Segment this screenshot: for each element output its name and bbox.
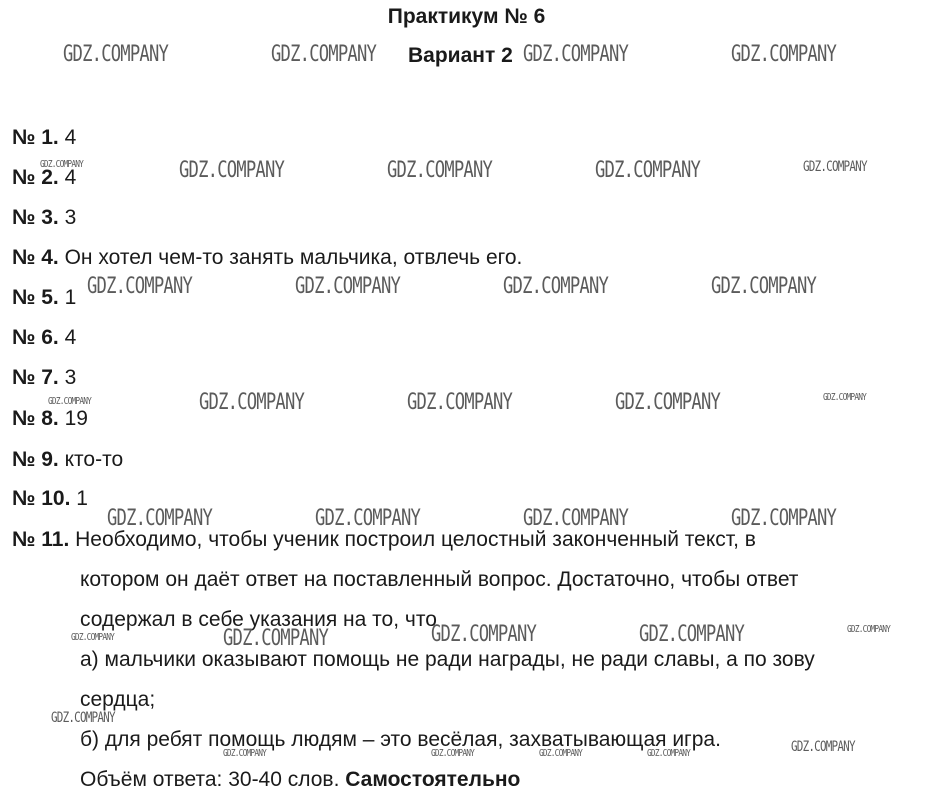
answer-3 [12,206,76,230]
watermark: GDZ.COMPANY [223,748,267,759]
answer-number: № 3. [12,206,59,229]
watermark: GDZ.COMPANY [40,159,84,170]
answer-number: № 10. [12,487,71,510]
watermark: GDZ.COMPANY [48,396,92,407]
answer-11 [12,528,756,552]
answer-11-item-a-cont: сердца; [80,688,156,711]
answer-9 [12,448,123,472]
watermark: GDZ.COMPANY [803,159,867,175]
answer-7 [12,366,76,390]
watermark: GDZ.COMPANY [295,274,401,299]
answer-text: Необходимо, чтобы ученик построил целостный законченный текст, в [69,528,756,551]
answer-11-item-a: а) мальчики оказывают помощь не ради награды, не ради славы, а по зову [80,648,815,671]
answer-number: № 1. [12,126,59,149]
page-title: Практикум № 6 [387,5,546,28]
watermark: GDZ.COMPANY [199,390,305,415]
watermark: GDZ.COMPANY [731,506,837,531]
watermark: GDZ.COMPANY [647,748,691,759]
answer-number: № 9. [12,448,59,471]
answer-text: 4 [58,326,77,349]
watermark: GDZ.COMPANY [223,626,329,651]
watermark: GDZ.COMPANY [71,632,115,643]
answer-10 [12,487,88,511]
volume-text: Объём ответа: 30-40 слов. [80,768,346,791]
watermark: GDZ.COMPANY [431,622,537,647]
volume-bold: Самостоятельно [345,768,521,791]
watermark: GDZ.COMPANY [63,42,169,67]
answer-text: 4 [58,126,77,149]
answer-number: № 6. [12,326,59,349]
watermark: GDZ.COMPANY [711,274,817,299]
answer-text: 19 [58,407,88,430]
answer-number: № 7. [12,366,59,389]
answer-4 [12,246,522,270]
answer-1 [12,126,76,150]
answer-number: № 2. [12,166,59,189]
answer-8 [12,407,88,431]
watermark: GDZ.COMPANY [615,390,721,415]
answer-text: кто-то [58,448,124,471]
watermark: GDZ.COMPANY [107,506,213,531]
watermark: GDZ.COMPANY [87,274,193,299]
answer-text: 1 [70,487,88,510]
watermark: GDZ.COMPANY [539,748,583,759]
answer-11-volume [80,768,920,792]
answer-text: 3 [58,206,77,229]
answer-5 [12,286,76,310]
watermark: GDZ.COMPANY [791,739,855,755]
answer-text: 1 [58,286,77,309]
answer-number: № 8. [12,407,59,430]
watermark: GDZ.COMPANY [523,506,629,531]
watermark: GDZ.COMPANY [823,392,867,403]
answer-6 [12,326,76,350]
answer-11-line-1: котором он даёт ответ на поставленный вопрос. Достаточно, чтобы ответ [80,568,799,591]
watermark: GDZ.COMPANY [315,506,421,531]
watermark: GDZ.COMPANY [595,158,701,183]
watermark: GDZ.COMPANY [523,42,629,67]
answer-text: 3 [58,366,77,389]
watermark: GDZ.COMPANY [847,624,891,635]
answer-11-item-b: б) для ребят помощь людям – это весёлая, захватывающая игра. [80,728,721,751]
answer-number: № 11. [12,528,70,551]
watermark: GDZ.COMPANY [503,274,609,299]
watermark: GDZ.COMPANY [271,42,377,67]
watermark: GDZ.COMPANY [51,710,115,726]
answer-11-line-2: содержал в себе указания на то, что [80,608,437,631]
answer-number: № 5. [12,286,59,309]
answer-number: № 4. [12,246,59,269]
watermark: GDZ.COMPANY [407,390,513,415]
variant-heading: Вариант 2 [408,44,513,67]
answer-text: 4 [58,166,77,189]
answer-text: Он хотел чем-то занять мальчика, отвлечь его. [58,246,523,269]
watermark: GDZ.COMPANY [431,748,475,759]
watermark: GDZ.COMPANY [731,42,837,67]
watermark: GDZ.COMPANY [179,158,285,183]
watermark: GDZ.COMPANY [639,622,745,647]
watermark: GDZ.COMPANY [387,158,493,183]
